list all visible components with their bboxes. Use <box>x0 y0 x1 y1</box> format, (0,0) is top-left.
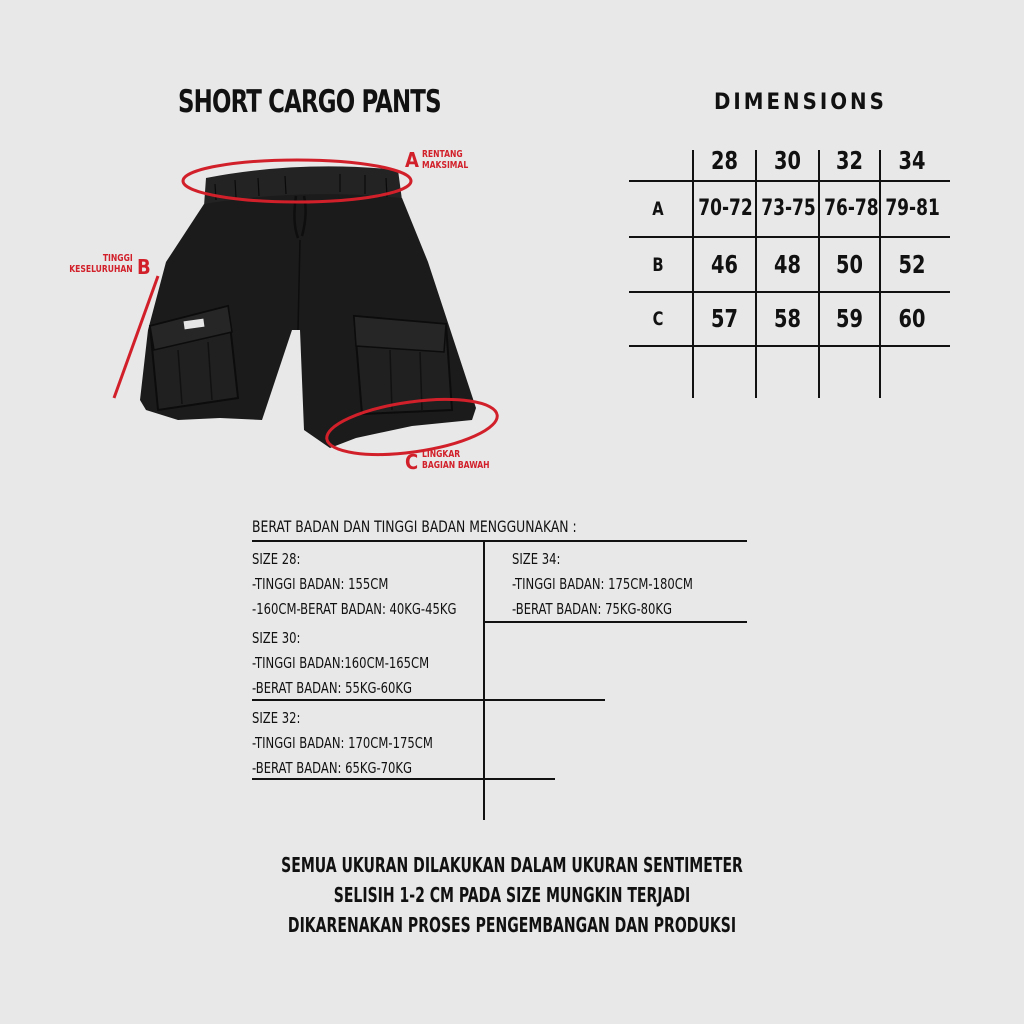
size28-title: SIZE 28: <box>252 550 301 568</box>
footer-line: DIKARENAKAN PROSES PENGEMBANGAN DAN PRODUKSI <box>287 913 737 937</box>
size-header: 32 <box>836 146 863 175</box>
size34-height: -TINGGI BADAN: 175CM-180CM <box>512 575 693 593</box>
product-title: SHORT CARGO PANTS <box>178 84 441 120</box>
table-cell: 48 <box>774 250 801 279</box>
size34-title: SIZE 34: <box>512 550 561 568</box>
row-label: B <box>652 254 664 276</box>
size32-title: SIZE 32: <box>252 709 301 727</box>
size32-height: -TINGGI BADAN: 170CM-175CM <box>252 734 433 752</box>
table-cell: 60 <box>898 304 926 333</box>
label-b-letter: B <box>137 255 151 279</box>
table-cell: 50 <box>836 250 863 279</box>
size30-weight: -BERAT BADAN: 55KG-60KG <box>252 679 413 697</box>
table-cell: 79-81 <box>885 196 940 221</box>
size30-height: -TINGGI BADAN:160CM-165CM <box>252 654 430 672</box>
dimensions-title: DIMENSIONS <box>714 90 887 115</box>
table-cell: 76-78 <box>824 196 879 221</box>
label-c-text: LINGKAR BAGIAN BAWAH <box>422 449 490 471</box>
row-label: A <box>652 198 664 220</box>
size30-title: SIZE 30: <box>252 629 301 647</box>
size-header: 34 <box>898 146 926 175</box>
table-cell: 73-75 <box>761 196 816 221</box>
table-cell: 58 <box>774 304 801 333</box>
table-cell: 52 <box>898 250 926 279</box>
label-a-text: RENTANG MAKSIMAL <box>422 149 469 171</box>
table-cell: 59 <box>836 304 863 333</box>
cargo-shorts-image <box>140 166 476 448</box>
row-label: C <box>652 308 664 330</box>
size32-weight: -BERAT BADAN: 65KG-70KG <box>252 759 413 777</box>
table-cell: 70-72 <box>698 196 753 221</box>
label-b-text: TINGGI KESELURUHAN <box>69 253 133 275</box>
size-header: 28 <box>711 146 738 175</box>
size28-weight: -160CM-BERAT BADAN: 40KG-45KG <box>252 600 457 618</box>
footer-notes <box>0 850 1024 940</box>
size34-weight: -BERAT BADAN: 75KG-80KG <box>512 600 673 618</box>
footer-line: SEMUA UKURAN DILAKUKAN DALAM UKURAN SENTIMETER <box>281 853 743 877</box>
size-header: 30 <box>774 146 801 175</box>
label-c-letter: C <box>405 450 419 474</box>
table-cell: 46 <box>711 250 738 279</box>
footer-line: SELISIH 1-2 CM PADA SIZE MUNGKIN TERJADI <box>333 883 691 907</box>
label-a-letter: A <box>405 148 419 172</box>
size28-height: -TINGGI BADAN: 155CM <box>252 575 389 593</box>
table-cell: 57 <box>711 304 738 333</box>
body-info-heading: BERAT BADAN DAN TINGGI BADAN MENGGUNAKAN : <box>252 517 577 536</box>
